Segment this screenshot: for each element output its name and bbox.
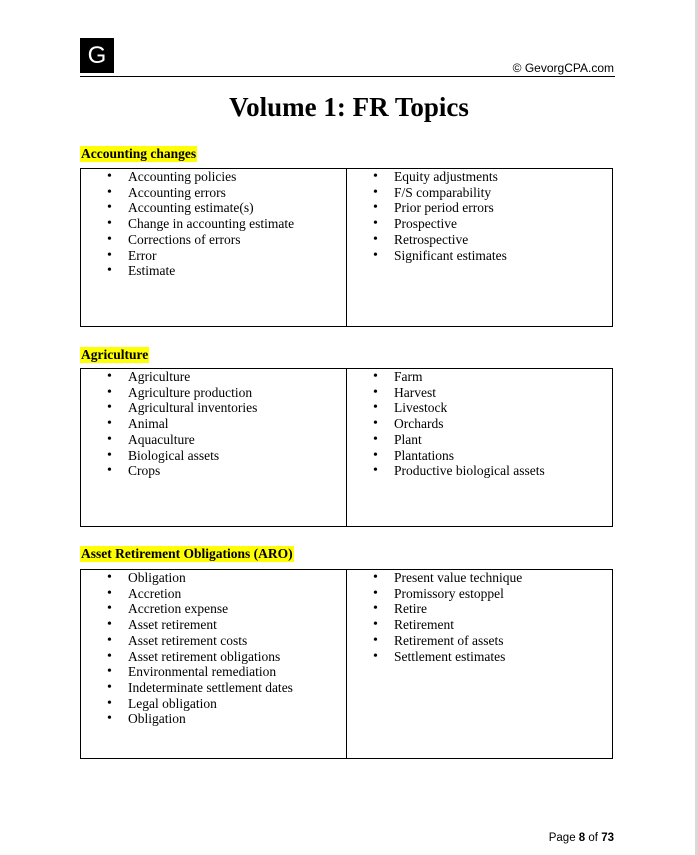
section-column-left [81, 570, 347, 758]
topic-item: • F/S comparability [347, 185, 612, 201]
section-column-left [81, 369, 347, 526]
topic-item: • Environmental remediation [81, 664, 346, 680]
topic-item: • Accounting estimate(s) [81, 200, 346, 216]
topic-item: • Asset retirement [81, 617, 346, 633]
logo-icon: G [80, 38, 114, 73]
topic-list [81, 369, 346, 479]
topic-item: • Equity adjustments [347, 169, 612, 185]
topic-item: • Accretion expense [81, 601, 346, 617]
topic-item: • Productive biological assets [347, 463, 612, 479]
page-current: 8 [578, 832, 586, 844]
section-column-right [347, 570, 612, 758]
topic-item: • Agriculture production [81, 385, 346, 401]
topic-item: • Plant [347, 432, 612, 448]
topic-item: • Animal [81, 416, 346, 432]
topic-item: • Retirement [347, 617, 612, 633]
topic-item: • Legal obligation [81, 696, 346, 712]
topic-item: • Settlement estimates [347, 649, 612, 665]
topic-item: • Prior period errors [347, 200, 612, 216]
page-title: Volume 1: FR Topics [229, 92, 469, 122]
section-box-aro [80, 569, 613, 759]
section-column-left [81, 169, 347, 326]
topic-item: • Estimate [81, 263, 346, 279]
topic-item: • Farm [347, 369, 612, 385]
topic-item: • Livestock [347, 400, 612, 416]
topic-item: • Harvest [347, 385, 612, 401]
topic-item: • Plantations [347, 448, 612, 464]
section-box-accounting-changes [80, 168, 613, 327]
topic-item: • Corrections of errors [81, 232, 346, 248]
topic-list [81, 169, 346, 279]
section-column-right [347, 369, 612, 526]
topic-item: • Asset retirement costs [81, 633, 346, 649]
topic-item: • Accounting policies [81, 169, 346, 185]
page-of: of [588, 832, 598, 844]
topic-item: • Biological assets [81, 448, 346, 464]
site-credit: © GevorgCPA.com [512, 61, 614, 75]
section-heading-agriculture: Agriculture [81, 347, 149, 362]
topic-item: • Retirement of assets [347, 633, 612, 649]
topic-item: • Orchards [347, 416, 612, 432]
topic-item: • Retire [347, 601, 612, 617]
topic-item: • Aquaculture [81, 432, 346, 448]
header-divider [80, 76, 615, 77]
topic-item: • Crops [81, 463, 346, 479]
topic-item: • Change in accounting estimate [81, 216, 346, 232]
topic-item: • Significant estimates [347, 248, 612, 264]
topic-item: • Error [81, 248, 346, 264]
topic-item: • Accretion [81, 586, 346, 602]
section-box-agriculture [80, 368, 613, 527]
topic-item: • Prospective [347, 216, 612, 232]
page-total: 73 [601, 832, 614, 844]
topic-list [347, 570, 612, 664]
section-heading-aro: Asset Retirement Obligations (ARO) [81, 546, 293, 561]
topic-item: • Promissory estoppel [347, 586, 612, 602]
topic-item: • Present value technique [347, 570, 612, 586]
topic-list [347, 169, 612, 263]
topic-list [347, 369, 612, 479]
page-prefix: Page [548, 832, 576, 844]
topic-item: • Agriculture [81, 369, 346, 385]
section-column-right [347, 169, 612, 326]
page-number [549, 832, 614, 844]
topic-item: • Asset retirement obligations [81, 649, 346, 665]
topic-item: • Obligation [81, 570, 346, 586]
topic-item: • Agricultural inventories [81, 400, 346, 416]
topic-item: • Retrospective [347, 232, 612, 248]
topic-list [81, 570, 346, 727]
topic-item: • Indeterminate settlement dates [81, 680, 346, 696]
topic-item: • Accounting errors [81, 185, 346, 201]
topic-item: • Obligation [81, 711, 346, 727]
section-heading-accounting-changes: Accounting changes [81, 146, 197, 161]
